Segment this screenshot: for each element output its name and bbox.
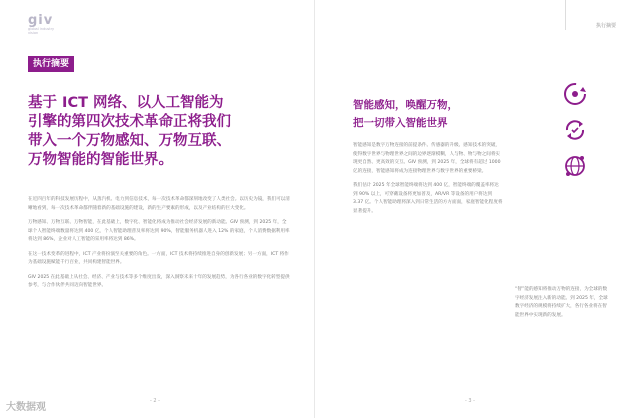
giv-logo: [28, 14, 62, 35]
logo-mark: giv: [28, 13, 54, 28]
body-paragraphs: [28, 196, 290, 297]
paragraph: 在这一技术变革的进程中，ICT 产业将扮演至关重要的角色。一方面，ICT 技术将持续推进自身的创新发展；另一方面，ICT 将作为基础设施赋能千行百业，共同构建智能世界。: [28, 251, 289, 265]
headline-line: 基于 ICT 网络、以人工智能为: [28, 95, 224, 111]
running-header: 执行摘要: [595, 23, 616, 29]
watermark: 大数据观: [6, 402, 46, 413]
paragraph: 在近四百年的科技发展历程中，从蒸汽机、电力到信息技术，每一次技术革命都深刻地改变了人类社会。以历史为镜，我们可以清晰地看到，每一次技术革命都伴随着新的基础设施的建设，新的生产要素的形成，以及产业结构的巨大变化。: [28, 197, 290, 211]
page-number: - 3 -: [465, 398, 475, 404]
section-tag: 执行摘要: [28, 56, 74, 72]
headline-line: 带入一个万物感知、万物互联、: [28, 133, 231, 149]
sync-arrows-icon: [561, 116, 589, 144]
refresh-cycle-icon: [561, 80, 589, 108]
right-column-text: “智”能的感知将推动万物的连接，为全球的数字经济发展注入新的动能。到 2025 年，全球数字经济的规模将持续扩大，各行各业将在智能世界中实现新的发展。: [515, 287, 608, 318]
page-number: - 2 -: [150, 398, 160, 404]
globe-network-icon: [561, 152, 589, 180]
paragraph: 智能感知是数字万物连接的前提条件。传感器的升级、感知技术的突破，使得数字世界与物理世界之间的边界逐渐模糊，人与物、物与物之间将实现更自然、更高效的交互。GIV 预测，到 2025 年，全球将有超过 1000 亿的连接，智能感知将成为连接物理世界与数字世界的重要桥梁。: [353, 143, 501, 174]
headline-line: 万物智能的智能世界。: [28, 152, 173, 168]
sub-headline-line: 智能感知，唤醒万物，: [353, 99, 458, 111]
sub-headline-line: 把一切带入智能世界: [353, 117, 448, 129]
headline-line: 引擎的第四次技术革命正将我们: [28, 114, 231, 130]
paragraph: 万物感知、万物互联、万物智能，在此基础上，数字化、智能化将成为推动社会经济发展的新动能。GIV 预测，到 2025 年，全球个人智能终端数量将达到 400 亿，个人智能助理普及率将达到 90%，智能服务机器人进入 12% 的家庭，个人消费数据利用率将达到 86%，企业对人工智能的采用率将达到 86%。: [28, 220, 290, 242]
header-divider: [565, 0, 566, 30]
sub-headline: [353, 96, 513, 132]
right-page: [315, 0, 630, 418]
right-body: [353, 142, 503, 222]
logo-subtitle: global industry vision: [28, 27, 55, 35]
main-headline: [28, 94, 298, 170]
paragraph: GIV 2025 在此基础上从社会、经济、产业与技术等多个维度出发，深入洞察未来十年的发展趋势，为各行各业的数字化转型提供参考，与合作伙伴共同迈向智能世界。: [28, 274, 290, 288]
paragraph: 我们估计 2025 年全球智能终端将达到 400 亿，智能终端的覆盖率将达到 90% 以上，可穿戴设备将更加普及，AR/VR 等设备的用户将达到 3.37 亿。个人智能助理将深入到日常生活的方方面面，家庭智能化程度将显著提升。: [353, 183, 503, 214]
